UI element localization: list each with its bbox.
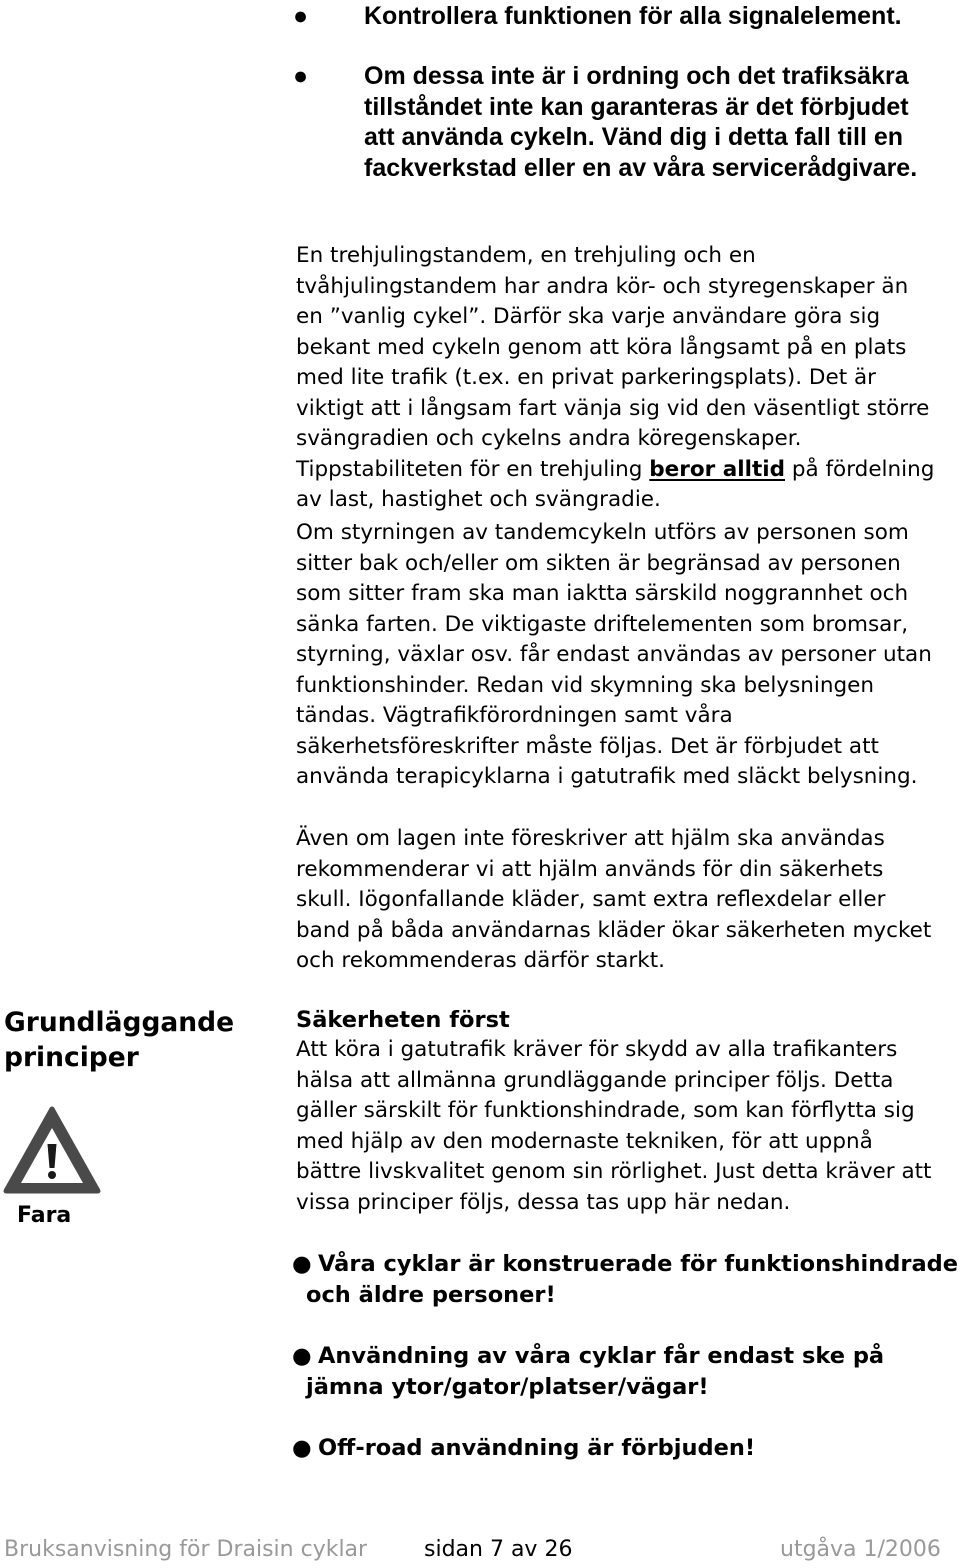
paragraph-helmet (296, 824, 956, 977)
text-segment: Tippstabiliteten för en trehjuling (296, 456, 650, 482)
text-line: tändas. Vägtrafikförordningen samt våra (296, 703, 733, 728)
text-line: bekant med cykeln genom att köra långsamt på en plats (296, 334, 907, 360)
warning-label: Fara (17, 1203, 72, 1228)
text-line: skull. Iögonfallande kläder, samt extra reflexdelar eller (296, 887, 886, 912)
text-line (296, 455, 956, 486)
text-line: funktionshinder. Redan vid skymning ska belysningen (296, 672, 875, 698)
text-line: Om styrningen av tandemcykeln utförs av personen som (296, 520, 909, 545)
emphasis-text: beror alltid (649, 456, 785, 482)
principle-text-cont: och äldre personer! (306, 1282, 556, 1308)
bullet-item (364, 61, 917, 183)
text-line: viktigt att i långsam fart vänja sig vid den väsentligt större (296, 395, 930, 421)
text-line: med hjälp av den modernaste tekniken, för att uppnå (296, 1128, 873, 1154)
text-line: hälsa att allmänna grundläggande principer följs. Detta (296, 1067, 894, 1093)
danger-triangle-icon (3, 1106, 101, 1196)
section-title: Säkerheten först (296, 1007, 510, 1033)
principle-text: Off-road användning är förbjuden! (318, 1435, 756, 1461)
principle-text: Användning av våra cyklar får endast ske på (318, 1343, 885, 1369)
bullet-text: fackverkstad eller en av våra servicerådgivare. (364, 153, 918, 182)
bullet-dot: ● (293, 2, 309, 30)
bullet-text: tillståndet inte kan garanteras är det förbjudet (364, 92, 909, 121)
bullet-dot: ● (293, 62, 309, 90)
paragraph-handling (296, 241, 956, 516)
text-line: använda terapicyklarna i gatutrafik med släckt belysning. (296, 764, 918, 789)
text-line: rekommenderar vi att hjälm används för din säkerhets (296, 856, 884, 882)
footer-left: Bruksanvisning för Draisin cyklar (4, 1537, 368, 1562)
text-line: Att köra i gatutrafik kräver för skydd av alla trafikanters (296, 1037, 898, 1062)
principle-item (292, 1433, 756, 1464)
text-line: svängradien och cykelns andra köregenskaper. (296, 426, 802, 451)
bullet-dot: ● (292, 1251, 312, 1277)
text-line: Även om lagen inte föreskriver att hjälm ska användas (296, 826, 885, 851)
text-line: styrning, växlar osv. får endast användas av personer utan (296, 642, 932, 667)
text-line: gäller särskilt för funktionshindrade, som kan förflytta sig (296, 1098, 915, 1123)
side-heading-line: principer (4, 1042, 139, 1073)
danger-triangle-svg (3, 1106, 101, 1196)
principle-text: Våra cyklar är konstruerade för funktionshindrade (318, 1251, 959, 1277)
principle-item (292, 1249, 959, 1280)
text-line: och rekommenderas därför starkt. (296, 948, 665, 973)
paragraph-safety-first (296, 1035, 956, 1218)
text-line: av last, hastighet och svängradie. (296, 487, 661, 512)
text-segment: på fördelning (785, 456, 935, 482)
side-heading (4, 1005, 234, 1075)
principle-item (292, 1341, 885, 1372)
footer-edition: utgåva 1/2006 (780, 1537, 941, 1562)
footer-page-number: sidan 7 av 26 (424, 1537, 573, 1562)
text-line: med lite trafik (t.ex. en privat parkeringsplats). Det är (296, 365, 876, 390)
text-line: som sitter fram ska man iaktta särskild noggrannhet och (296, 581, 909, 606)
principle-text-cont: jämna ytor/gator/platser/vägar! (306, 1374, 709, 1400)
side-heading-line: Grundläggande (4, 1007, 235, 1038)
text-line: sitter bak och/eller om sikten är begränsad av personen (296, 550, 901, 576)
bullet-text: Kontrollera funktionen för alla signalelement. (364, 2, 902, 30)
text-line: En trehjulingstandem, en trehjuling och en (296, 243, 756, 268)
bullet-text: att använda cykeln. Vänd dig i detta fall till en (364, 123, 904, 151)
text-line: tvåhjulingstandem har andra kör- och styregenskaper än (296, 273, 909, 299)
text-line: en ”vanlig cykel”. Därför ska varje användare göra sig (296, 304, 881, 329)
bullet-dot: ● (292, 1343, 312, 1369)
text-line: sänka farten. De viktigaste driftelementen som bromsar, (296, 611, 909, 637)
paragraph-tandem-steering (296, 518, 956, 793)
text-line: vissa principer följs, dessa tas upp här nedan. (296, 1189, 791, 1215)
bullet-dot: ● (292, 1435, 312, 1461)
text-line: bättre livskvalitet genom sin rörlighet. Just detta kräver att (296, 1159, 932, 1184)
bullet-text: Om dessa inte är i ordning och det trafiksäkra (364, 62, 909, 90)
text-line: säkerhetsföreskrifter måste följas. Det är förbjudet att (296, 733, 879, 759)
text-line: band på båda användarnas kläder ökar säkerheten mycket (296, 917, 932, 943)
bullet-item (364, 1, 902, 31)
